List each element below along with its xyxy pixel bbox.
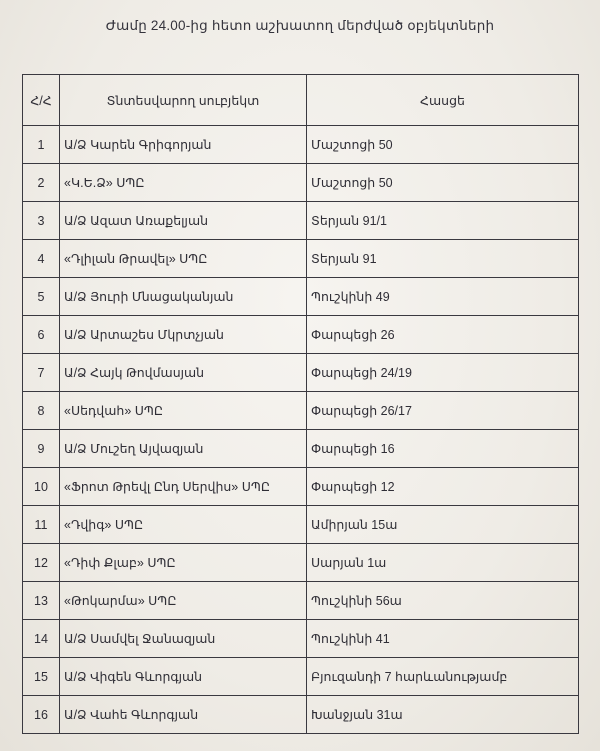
row-number: 10 [23,468,60,506]
row-entity: Ա/Ձ Մուշեղ Այվազյան [60,430,307,468]
row-number: 8 [23,392,60,430]
table-row [23,468,579,506]
header-number: Հ/Հ [23,75,60,126]
table-row [23,354,579,392]
table-row [23,430,579,468]
row-address: Պուշկինի 41 [307,620,579,658]
row-number: 16 [23,696,60,734]
row-address: Բյուզանդի 7 հարևանությամբ [307,658,579,696]
row-address: Փարպեցի 24/19 [307,354,579,392]
row-number: 1 [23,126,60,164]
row-entity: «Դիփ Քլաբ» ՍՊԸ [60,544,307,582]
table-row [23,126,579,164]
table-header [23,75,579,126]
row-entity: Ա/Ձ Վիգեն Գևորգյան [60,658,307,696]
row-entity: «Սեդվահ» ՍՊԸ [60,392,307,430]
row-address: Խանջյան 31ա [307,696,579,734]
row-entity: «Թոկարմա» ՍՊԸ [60,582,307,620]
table-row [23,164,579,202]
table-row [23,506,579,544]
row-entity: Ա/Ձ Ազատ Առաքելյան [60,202,307,240]
row-entity: Ա/Ձ Հայկ Թովմասյան [60,354,307,392]
row-number: 12 [23,544,60,582]
document-title: Ժամը 24.00-ից հետո աշխատող մերժված օբյեկտների [105,18,495,33]
row-number: 11 [23,506,60,544]
table-row [23,620,579,658]
row-number: 7 [23,354,60,392]
row-address: Մաշտոցի 50 [307,126,579,164]
row-entity: «Կ.Ե.Ձ» ՍՊԸ [60,164,307,202]
row-number: 5 [23,278,60,316]
row-address: Տերյան 91/1 [307,202,579,240]
row-number: 14 [23,620,60,658]
table-row [23,696,579,734]
table-row [23,582,579,620]
row-number: 13 [23,582,60,620]
header-row [23,75,579,126]
row-number: 4 [23,240,60,278]
table-row [23,240,579,278]
row-entity: «Դվիգ» ՍՊԸ [60,506,307,544]
table-row [23,544,579,582]
row-number: 3 [23,202,60,240]
table-row [23,278,579,316]
row-address: Փարպեցի 26/17 [307,392,579,430]
row-address: Ամիրյան 15ա [307,506,579,544]
row-entity: Ա/Ձ Արտաշես Մկրտչյան [60,316,307,354]
table-row [23,658,579,696]
header-address: Հասցե [307,75,579,126]
row-entity: Ա/Ձ Սամվել Ջանազյան [60,620,307,658]
row-entity: Ա/Ձ Վահե Գևորգյան [60,696,307,734]
row-address: Սարյան 1ա [307,544,579,582]
row-address: Մաշտոցի 50 [307,164,579,202]
table-row [23,392,579,430]
row-address: Պուշկինի 56ա [307,582,579,620]
table-row [23,202,579,240]
row-entity: Ա/Ձ Յուրի Մնացականյան [60,278,307,316]
row-number: 6 [23,316,60,354]
row-address: Պուշկինի 49 [307,278,579,316]
row-number: 9 [23,430,60,468]
row-entity: Ա/Ձ Կարեն Գրիգորյան [60,126,307,164]
table-row [23,316,579,354]
row-address: Տերյան 91 [307,240,579,278]
row-number: 2 [23,164,60,202]
table-body [23,126,579,734]
row-entity: «Դլիլան Թրավել» ՍՊԸ [60,240,307,278]
row-address: Փարպեցի 26 [307,316,579,354]
row-entity: «Ֆրոտ Թրեվլ Ընդ Սերվիս» ՍՊԸ [60,468,307,506]
objects-table [22,74,579,734]
row-address: Փարպեցի 12 [307,468,579,506]
header-entity: Տնտեսվարող սուբյեկտ [60,75,307,126]
row-address: Փարպեցի 16 [307,430,579,468]
row-number: 15 [23,658,60,696]
